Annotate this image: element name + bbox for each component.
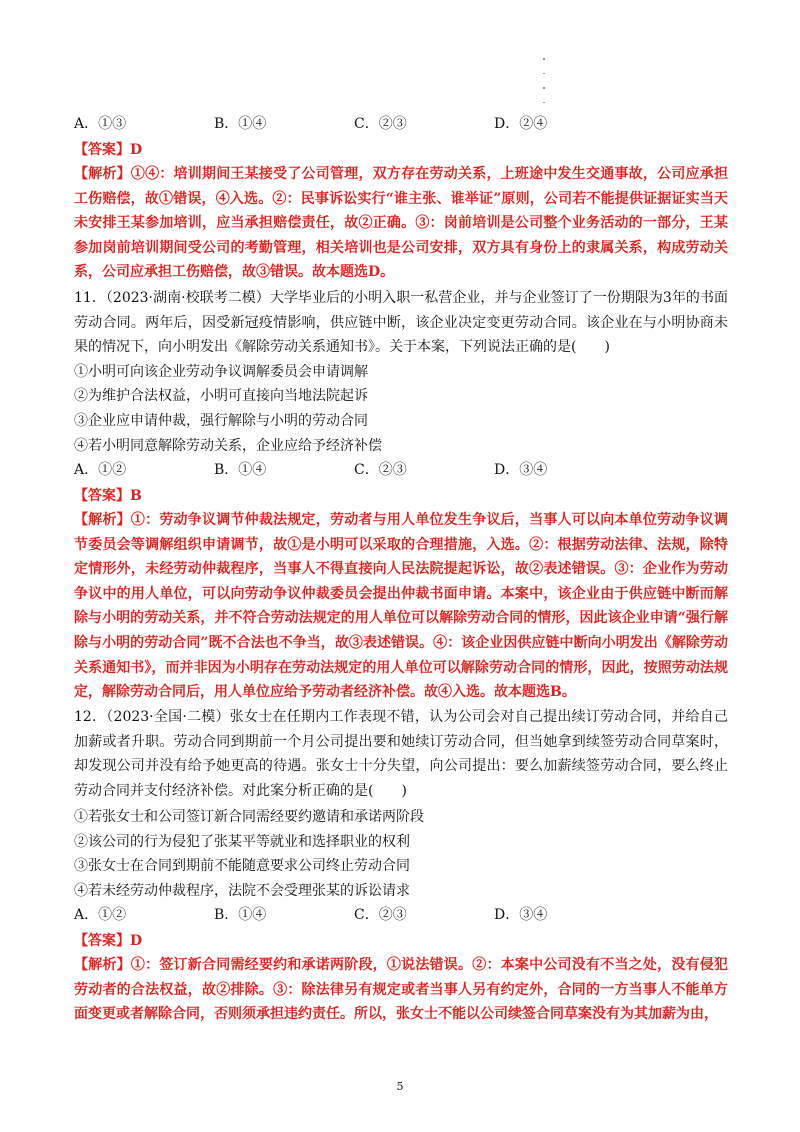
q11-option-d: D．③④ (494, 462, 548, 478)
q12-statement-2: ②该公司的行为侵犯了张某平等就业和选择职业的权利 (74, 834, 410, 850)
q10-option-b: B．①④ (214, 116, 267, 132)
page-number: 5 (396, 1080, 404, 1093)
q12-option-b: B．①④ (214, 907, 267, 923)
q11-option-a: A．①② (74, 462, 127, 478)
q10-option-a: A．①③ (74, 116, 127, 132)
q11-statement-3: ③企业应申请仲裁，强行解除与小明的劳动合同 (74, 413, 368, 429)
q12-statement-3: ③张女士在合同到期前不能随意要求公司终止劳动合同 (74, 858, 410, 874)
q12-analysis-tag: 【解析】 (74, 957, 131, 973)
q11-options (74, 458, 734, 482)
q12-options (74, 903, 734, 927)
q11-option-c: C．②③ (354, 462, 407, 478)
q11-analysis-text: ①：劳动争议调节仲裁法规定，劳动者与用人单位发生争议后，当事人可以向本单位劳动争议调节委员会等调解组织申请调节，故①是小明可以采取的合理措施，入选。②：根据劳动法律、法规，除特定情形外，未经劳动仲裁程序，当事人不得直接向人民法院提起诉讼，故②表述错误。③：企业作为劳动争议中的用人单位，可以向劳动争议仲裁委员会提出仲裁书面申请。本案中，该企业由于供应链中断而解除与小明的劳动关系，并不符合劳动法规定的用人单位可以解除劳动合同的情形，因此该企业申请“强行解除与小明的劳动合同”既不合法也不争当，故③表述错误。④：该企业因供应链中断向小明发出《解除劳动关系通知书》，而并非因为小明存在劳动法规定的用人单位可以解除劳动合同的情形，因此，按照劳动法规定，解除劳动合同后，用人单位应给予劳动者经济补偿。故④入选。故本题选B。 (74, 512, 728, 701)
q12-stem: 12．（2023·全国·二模）张女士在任期内工作表现不错，认为公司会对自己提出续订劳动合同，并给自己加薪或者升职。劳动合同到期前一个月公司提出要和她续订劳动合同，但当她拿到续签劳动合同草案时，却发现公司并没有给予她更高的待遇。张女士十分失望，向公司提出：要么加薪续签劳动合同，要么终止劳动合同并支付经济补偿。对此案分析正确的是( ) (74, 709, 728, 799)
q11-analysis (74, 508, 728, 705)
q10-analysis-text: ①④：培训期间王某接受了公司管理，双方存在劳动关系，上班途中发生交通事故，公司应承担工伤赔偿，故①错误，④入选。②：民事诉讼实行“谁主张、谁举证”原则，公司若不能提供证据证实当天未安排王某参加培训，应当承担赔偿责任，故②正确。③：岗前培训是公司整个业务活动的一部分，王某参加岗前培训期间受公司的考勤管理，相关培训也是公司安排，双方具有身份上的隶属关系，构成劳动关系，公司应承担工伤赔偿，故③错误。故本题选D。 (74, 166, 728, 281)
q11-statement-2: ②为维护合法权益，小明可直接向当地法院起诉 (74, 388, 368, 404)
q12-statement-4: ④若未经劳动仲裁程序，法院不会受理张某的诉讼请求 (74, 883, 410, 899)
q12-option-d: D．③④ (494, 907, 548, 923)
q10-options (74, 112, 734, 136)
q10-option-d: D．②④ (494, 116, 548, 132)
q12-option-c: C．②③ (354, 907, 407, 923)
q11-stem: 11．（2023·湖南·校联考二模）大学毕业后的小明入职一私营企业，并与企业签订了一份期限为3年的书面劳动合同。两年后，因受新冠疫情影响，供应链中断，该企业决定变更劳动合同。该企业在与小明协商未果的情况下，向小明发出《解除劳动关系通知书》。关于本案，下列说法正确的是( ) (74, 290, 728, 356)
q12-statement-1: ①若张女士和公司签订新合同需经要约邀请和承诺两阶段 (74, 809, 424, 825)
q12-answer: 【答案】D (74, 933, 143, 949)
q10-option-c: C．②③ (354, 116, 407, 132)
q12-analysis-text: ①：签订新合同需经要约和承诺两阶段，①说法错误。②：本案中公司没有不当之处，没有侵犯劳动者的合法权益，故②排除。③：除法律另有规定或者当事人另有约定外，合同的一方当事人不能单方面变更或者解除合同，否则须承担违约责任。所以，张女士不能以公司续签合同草案没有为其加薪为由， (74, 957, 728, 1023)
q12-analysis (74, 953, 728, 1027)
decorative-dots (541, 58, 547, 116)
q11-statement-1: ①小明可向该企业劳动争议调解委员会申请调解 (74, 364, 368, 380)
q10-answer: 【答案】D (74, 142, 143, 158)
q11-answer: 【答案】B (74, 488, 142, 504)
q11-option-b: B．①④ (214, 462, 267, 478)
q11-analysis-tag: 【解析】 (74, 512, 131, 528)
q10-analysis-tag: 【解析】 (74, 166, 131, 182)
q12-option-a: A．①② (74, 907, 127, 923)
q11-statement-4: ④若小明同意解除劳动关系，企业应给予经济补偿 (74, 438, 382, 454)
q10-analysis (74, 162, 728, 285)
